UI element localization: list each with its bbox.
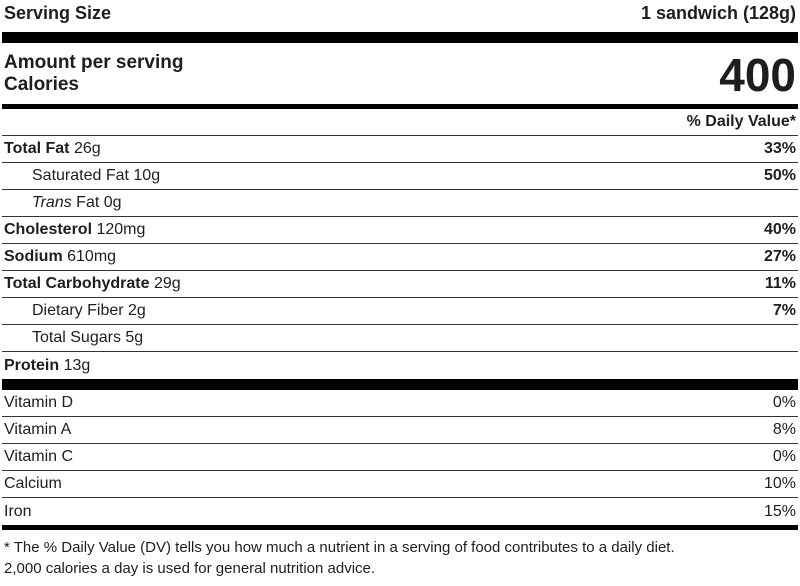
vitamin-name: Iron [4,502,32,520]
vitamin-name: Vitamin A [4,421,72,438]
vitamin-row [2,444,798,471]
amount-per-serving-label: Amount per serving [4,52,184,73]
vitamin-row [2,417,798,444]
nutrient-name [32,194,122,212]
calories-label: Calories [4,74,79,95]
nutrient-daily-value: 11% [764,275,796,292]
nutrient-name [32,167,160,185]
nutrient-daily-value: 27% [763,248,796,265]
nutrient-daily-value: 7% [772,302,796,319]
nutrient-row [2,325,798,352]
nutrient-amount: 13g [63,356,91,374]
serving-size-label: Serving Size [4,2,112,23]
thick-divider [2,32,798,43]
nutrient-name-text: Total Carbohydrate [4,275,150,292]
vitamin-daily-value: 0% [772,448,796,465]
nutrient-name [4,275,181,293]
nutrient-name [4,140,101,158]
amount-per-serving [4,52,183,104]
vitamin-daily-value: 10% [763,475,796,492]
nutrient-daily-value: 40% [763,221,796,238]
daily-value-footnote [2,530,798,579]
nutrient-name [4,248,116,266]
nutrient-amount: 26g [73,140,101,157]
vitamin-row [2,390,798,417]
nutrient-name-text: Fat [71,194,100,211]
nutrient-amount: 10g [133,167,161,184]
vitamin-name: Vitamin D [4,394,74,411]
nutrient-amount: 29g [153,275,181,292]
nutrient-name [4,357,90,375]
serving-size-row [2,0,798,26]
nutrient-name-text: Saturated Fat [32,167,129,184]
vitamin-daily-value: 15% [763,502,796,520]
nutrient-daily-value: 33% [763,140,796,157]
nutrient-name-text: Cholesterol [4,221,93,238]
calories-value: 400 [719,49,796,101]
vitamin-daily-value: 8% [772,421,796,438]
thick-divider-vitamins [2,379,798,390]
serving-size-value: 1 sandwich (128g) [640,2,796,23]
nutrient-name-italic: Trans [32,194,72,211]
nutrient-name [32,329,143,347]
vitamin-daily-value: 0% [772,394,796,411]
nutrient-row [2,163,798,190]
vitamin-name: Calcium [4,475,62,492]
nutrient-name-text: Protein [4,356,60,374]
nutrient-row [2,190,798,217]
nutrient-name-text: Total Sugars [32,329,121,346]
nutrient-row [2,244,798,271]
footnote-line-2: 2,000 calories a day is used for general nutrition advice. [4,560,376,577]
nutrient-row [2,136,798,163]
nutrient-amount: 120mg [96,221,146,238]
nutrient-amount: 2g [128,302,146,319]
nutrient-list [2,136,798,379]
vitamin-row [2,471,798,498]
nutrient-row [2,217,798,244]
nutrient-name-text: Sodium [4,248,63,265]
nutrient-amount: 5g [125,329,144,346]
nutrient-name-text: Dietary Fiber [32,302,124,319]
nutrient-name [32,302,146,320]
nutrient-amount: 610mg [67,248,117,265]
nutrient-row [2,298,798,325]
calories-block [2,43,798,104]
vitamin-name: Vitamin C [4,448,74,465]
footnote-line-1: * The % Daily Value (DV) tells you how much a nutrient in a serving of food contributes to a daily diet. [4,539,675,556]
nutrient-row [2,352,798,379]
nutrition-facts-label [2,0,798,579]
vitamin-row [2,498,798,525]
daily-value-header-label: % Daily Value* [686,113,796,130]
daily-value-header [2,109,798,136]
nutrient-name-text: Total Fat [4,140,70,157]
nutrient-amount: 0g [103,194,122,211]
nutrient-daily-value: 50% [763,167,796,184]
vitamin-list [2,390,798,525]
nutrient-row [2,271,798,298]
nutrient-name [4,221,145,239]
